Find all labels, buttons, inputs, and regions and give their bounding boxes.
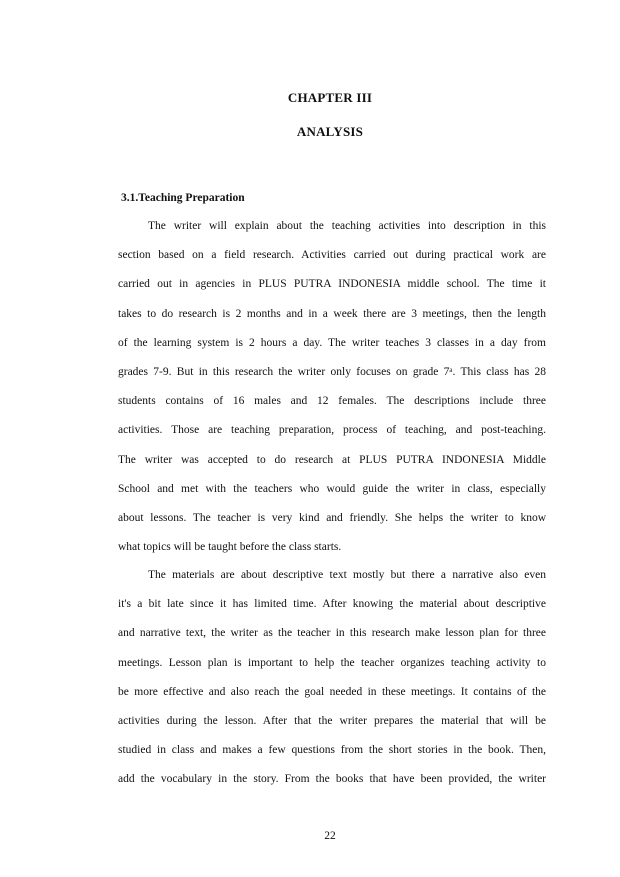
- page-number: 22: [324, 830, 336, 842]
- paragraph-line: The writer was accepted to do research at PLUS PUTRA INDONESIA Middle: [118, 453, 546, 466]
- paragraph-line: meetings. Lesson plan is important to help the teacher organizes teaching activity to: [118, 656, 546, 669]
- paragraph-line: The materials are about descriptive text mostly but there a narrative also even: [148, 569, 546, 581]
- paragraph-line: studied in class and makes a few questions from the short stories in the book. Then,: [118, 744, 546, 757]
- paragraph-line: of the learning system is 2 hours a day. The writer teaches 3 classes in a day from: [118, 336, 546, 349]
- chapter-title: ANALYSIS: [296, 124, 364, 139]
- paragraph-line: it's a bit late since it has limited time. After knowing the material about descriptive: [118, 598, 546, 611]
- paragraph-line: The writer will explain about the teaching activities into description in this: [148, 220, 546, 232]
- paragraph-line: activities during the lesson. After that the writer prepares the material that will be: [118, 714, 546, 727]
- chapter-number: CHAPTER III: [287, 90, 373, 105]
- section-heading: 3.1.Teaching Preparation: [121, 192, 245, 204]
- paragraph-line: grades 7-9. But in this research the writer only focuses on grade 7ᵃ. This class has 28: [118, 365, 546, 378]
- paragraph-line: students contains of 16 males and 12 females. The descriptions include three: [118, 395, 546, 408]
- paragraph: [118, 561, 546, 795]
- paragraph-line: section based on a field research. Activities carried out during practical work are: [118, 249, 546, 262]
- paragraph-line: about lessons. The teacher is very kind and friendly. She helps the writer to know: [118, 511, 546, 524]
- paragraph-line: add the vocabulary in the story. From the books that have been provided, the writer: [118, 773, 546, 786]
- paragraph-line: be more effective and also reach the goal needed in these meetings. It contains of the: [118, 685, 546, 698]
- paragraph-line: and narrative text, the writer as the teacher in this research make lesson plan for three: [118, 627, 546, 640]
- paragraph-line: School and met with the teachers who would guide the writer in class, especially: [118, 482, 546, 495]
- paragraph-line: activities. Those are teaching preparation, process of teaching, and post-teaching.: [118, 424, 546, 437]
- paragraph-line: what topics will be taught before the class starts.: [118, 541, 342, 554]
- paragraph-line: takes to do research is 2 months and in a week there are 3 meetings, then the length: [118, 307, 546, 320]
- paragraph-line: carried out in agencies in PLUS PUTRA INDONESIA middle school. The time it: [118, 278, 546, 291]
- paragraph: [118, 212, 546, 562]
